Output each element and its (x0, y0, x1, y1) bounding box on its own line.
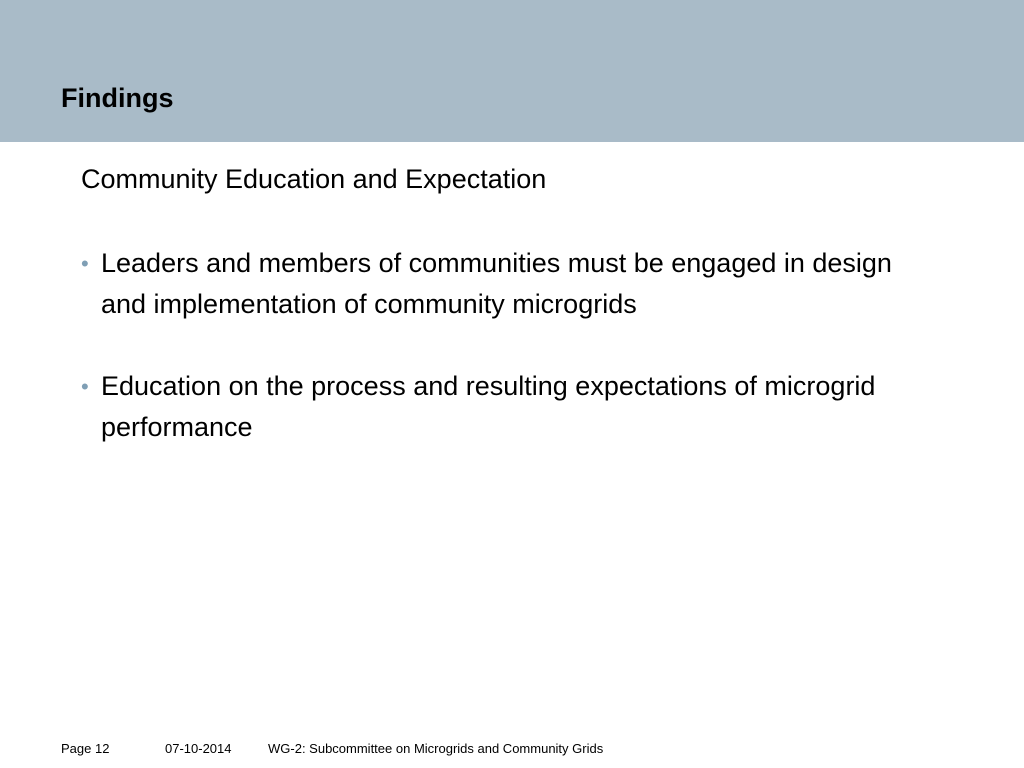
bullet-text: Education on the process and resulting expectations of microgrid performance (101, 371, 876, 442)
slide-subtitle: Community Education and Expectation (81, 164, 547, 194)
footer-page-number: Page 12 (61, 741, 110, 756)
bullet-dot-icon: • (81, 251, 89, 276)
bullet-dot-icon: • (81, 374, 89, 399)
bullet-list (81, 243, 941, 489)
bullet-item (81, 366, 941, 448)
header-band (0, 0, 1024, 142)
slide-title: Findings (61, 83, 174, 113)
footer-title: WG-2: Subcommittee on Microgrids and Community Grids (268, 741, 604, 756)
bullet-item (81, 243, 941, 325)
footer-date: 07-10-2014 (165, 741, 232, 756)
bullet-text: Leaders and members of communities must be engaged in design and implementation of community microgrids (101, 248, 892, 319)
